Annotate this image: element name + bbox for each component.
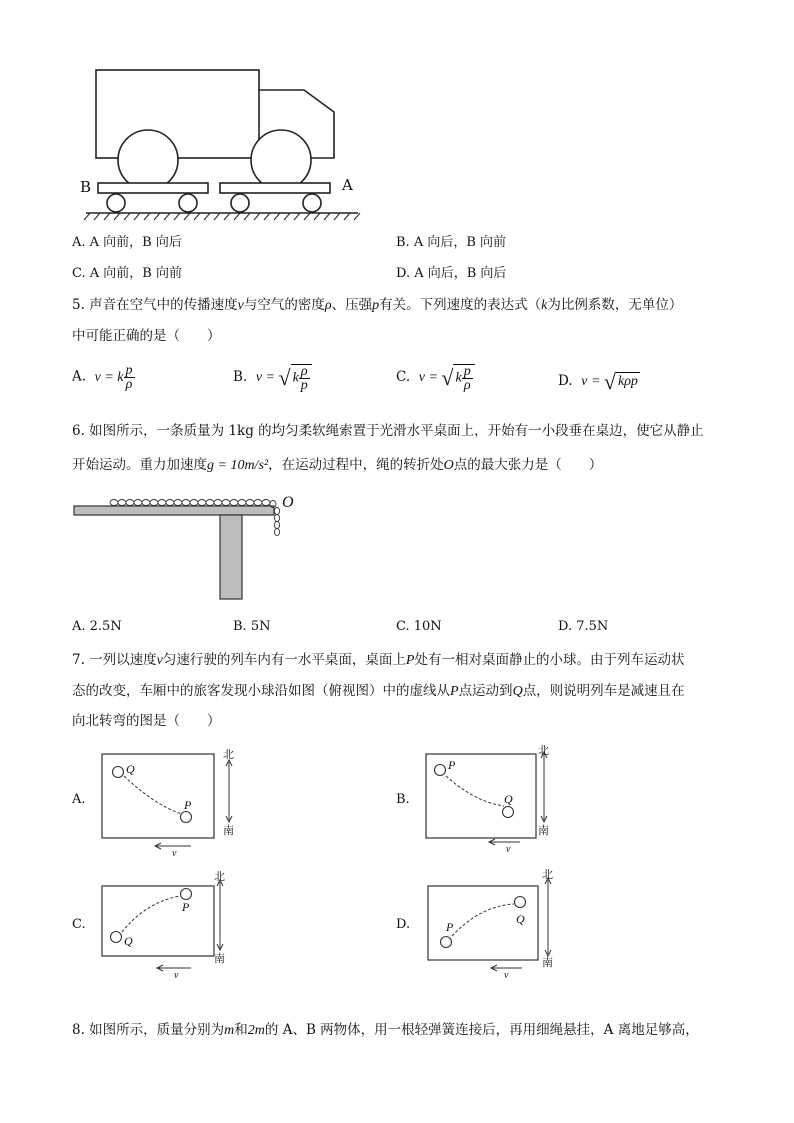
truck-cart-figure [76,62,366,227]
q7-figure-b: P Q 北 南 v [420,742,570,860]
ball-q [113,767,124,778]
q5-option-a: A. v = k $\frac{p}{\rho}$ [72,363,133,392]
truck-rear-wheel [118,130,178,190]
q4-option-b: B. A 向后，B 向前 [396,235,507,250]
cart-a-wheel-right [303,194,321,212]
q5-option-c: C. v = √ k $\frac{p}{\rho}$ [396,364,475,392]
rope-table-figure [72,494,302,604]
q6-stem-line2: 开始运动。重力加速度g = 10m/s²，在运动过程中，绳的转折处O点的最大张力是（ ） [72,457,603,473]
ball-p [441,937,452,948]
cart-a-platform [220,183,330,193]
ball-p [181,812,192,823]
table-leg [220,515,242,599]
q7-option-d-label: D. [396,917,411,932]
ball-q [503,807,514,818]
cart-b-label: B [80,178,92,196]
ball-q [515,897,526,908]
q4-option-a: A. A 向前，B 向后 [72,235,182,250]
ball-p [435,765,446,776]
q4-option-d: D. A 向后，B 向后 [396,266,507,281]
q7-option-a-label: A. [72,792,86,807]
table-top [74,506,274,515]
ball-q [111,932,122,943]
cart-b-wheel-left [107,194,125,212]
cart-a-label: A [342,176,353,194]
q7-figure-d: P Q 北 南 v [420,870,570,988]
q6-option-c: C. 10N [396,619,442,634]
q5-option-d: D. v = √ kρp [558,368,638,394]
ball-p [181,889,192,900]
q7-option-c-label: C. [72,917,86,932]
cart-a-wheel-left [231,194,249,212]
cart-b-wheel-right [179,194,197,212]
q4-option-c: C. A 向前，B 向前 [72,266,182,281]
q8-stem-line1: 8. 如图所示，质量分别为m和2m的 A、B 两物体，用一根轻弹簧连接后，再用细绳悬挂，A 离地足够高， [72,1022,699,1038]
q5-option-b: B. v = √ k $\frac{\rho}{p}$ [233,364,312,392]
truck-front-wheel [251,130,311,190]
q6-option-b: B. 5N [233,619,271,634]
truck-cargo-box [96,70,259,158]
q7-stem-line3: 向北转弯的图是（ ） [72,713,221,729]
q7-figure-c: Q P 北 南 v [96,866,246,984]
q7-stem-line2: 态的改变，车厢中的旅客发现小球沿如图（俯视图）中的虚线从P点运动到Q点，则说明列车是减速且在 [72,683,685,699]
q5-stem-line1: 5. 声音在空气中的传播速度v与空气的密度ρ、压强p有关。下列速度的表达式（k为比例系数，无单位） [72,297,683,313]
q6-option-d: D. 7.5N [558,619,609,634]
q5-stem-line2: 中可能正确的是（ ） [72,328,221,344]
q6-stem-line1: 6. 如图所示，一条质量为 1kg 的均匀柔软绳索置于光滑水平桌面上，开始有一小段垂在桌边，使它从静止 [72,423,704,439]
q6-option-a: A. 2.5N [72,619,122,634]
q7-stem-line1: 7. 一列以速度v匀速行驶的列车内有一水平桌面，桌面上P处有一相对桌面静止的小球。由于列车运动状 [72,652,685,668]
rope-corner-label-o: O [282,494,294,511]
q7-figure-a: Q P 北 南 v [96,742,246,860]
cart-b-platform [98,183,208,193]
q7-option-b-label: B. [396,792,410,807]
